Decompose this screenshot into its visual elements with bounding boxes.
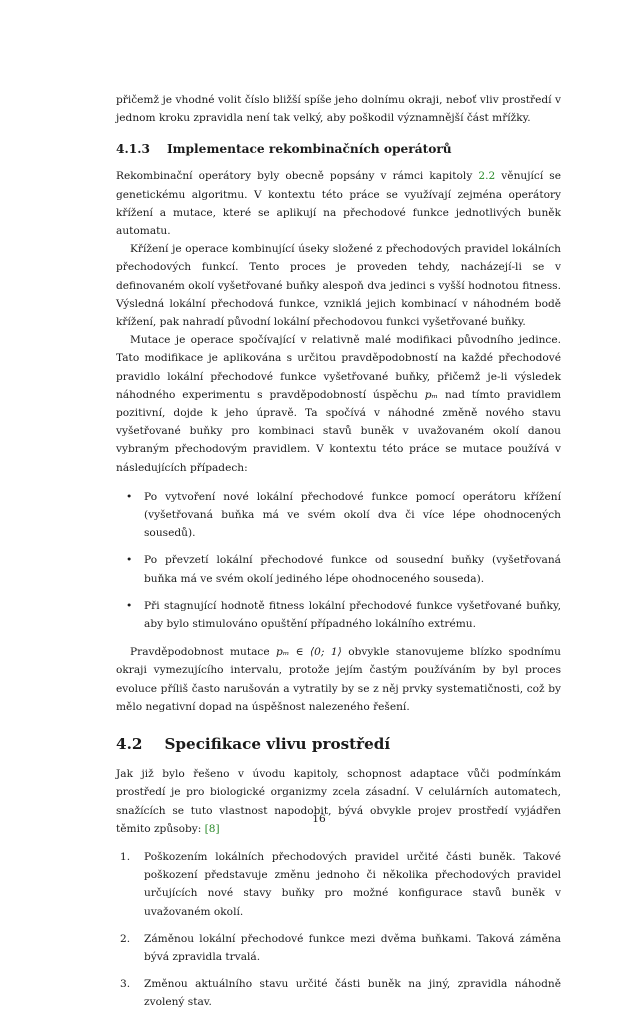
mutation-probability-paragraph [116, 643, 561, 716]
list-number: 3. [120, 978, 131, 991]
section-heading [116, 734, 561, 754]
mutation-text-start: Mutace je operace spočívající v relativně malé modifikaci původního jedince. Tato modifikace je aplikována s určitou pravděpodobností na každé přechodové pravidlo lokální přechodové funkce vyšetřované buňky, přičemž je-li výsledek náhodného experimentu s pravděpodobností úspěchu [116, 334, 561, 401]
mutation-cases-list [116, 488, 561, 633]
bullet-icon: • [126, 599, 133, 612]
chapter-reference-link[interactable]: 2.2 [478, 170, 496, 183]
environment-paragraph [116, 765, 561, 838]
probability-text-start: Pravděpodobnost mutace [130, 646, 277, 659]
mutation-text-end: nad tímto pravidlem pozitivní, dojde k jeho úpravě. Ta spočívá v náhodné změně nového stavu vyšetřované buňky pro kombinaci stavů buněk v uvažovaném okolí danou vybraným přechodovým pravidlem. V kontextu této práce se mutace používá v následujících případech: [116, 388, 561, 474]
probability-interval-symbol: pₘ ∈ ⟨0; 1⟩ [276, 646, 342, 659]
subsection-number: 4.1.3 [116, 142, 150, 157]
environment-effects-list [116, 848, 561, 1012]
list-item [116, 975, 561, 1011]
subsection-title: Implementace rekombinačních operátorů [166, 142, 452, 157]
list-item [116, 930, 561, 966]
intro-paragraph: přičemž je vhodné volit číslo bližší spíše jeho dolnímu okraji, neboť vliv prostředí v jednom kroku zpravidla není tak velký, aby poškodil významnější část mřížky. [116, 94, 561, 125]
list-item-text: Při stagnující hodnotě fitness lokální přechodové funkce vyšetřované buňky, aby bylo stimulováno opuštění případného lokálního extrému. [144, 599, 561, 631]
list-item-text: Záměnou lokální přechodové funkce mezi dvěma buňkami. Taková záměna bývá zpravidla trvalá. [144, 932, 561, 963]
page-number: 16 [312, 813, 326, 825]
recombination-text-start: Rekombinační operátory byly obecně popsány v rámci kapitoly [116, 170, 479, 183]
text-column [116, 91, 561, 1021]
recombination-paragraph [116, 167, 561, 240]
list-item-text: Poškozením lokálních přechodových pravidel určité části buněk. Takové poškození představuje změnu jednoho či několika přechodových pravidel určujících nové stavy buňky pro možné konfigurace stavů buněk v uvažovaném okolí. [144, 850, 561, 918]
bullet-icon: • [126, 490, 133, 503]
list-item [116, 551, 561, 587]
list-item [116, 848, 561, 921]
mutation-paragraph [116, 331, 561, 477]
recombination-text-end: věnující se genetickému algoritmu. V kontextu této práce se využívají zejména operátory křížení a mutace, které se aplikují na přechodové funkce jednotlivých buněk automatu. [116, 170, 561, 238]
probability-text-end: obvykle stanovujeme blízko spodnímu okraji vymezujícího intervalu, protože jejím častým používáním by byl proces evoluce příliš často narušován a vytratily by se z něj prvky systematičnosti, což by mělo negativní dopad na úspěšnost nalezeného řešení. [116, 646, 561, 713]
list-number: 1. [120, 850, 131, 863]
crossover-paragraph: Křížení je operace kombinující úseky složené z přechodových pravidel lokálních přechodových funkcí. Tento proces je proveden tehdy, nacházejí-li se v definovaném okolí vyšetřované buňky alespoň dva jedinci s vyšší hodnotou fitness. Výsledná lokální přechodová funkce, vzniklá jejich kombinací v náhodném bodě křížení, pak nahradí původní lokální přechodovou funkci vyšetřované buňky. [116, 243, 561, 329]
environment-text: Jak již bylo řešeno v úvodu kapitoly, schopnost adaptace vůči podmínkám prostředí je pro biologické organizmy zcela zásadní. V celulárních automatech, snažících se tuto vlastnost napodobit, bývá obvykle projev prostředí vyjádřen těmito způsoby: [116, 768, 561, 835]
list-item [116, 488, 561, 543]
list-item [116, 597, 561, 633]
list-item-text: Změnou aktuálního stavu určité části buněk na jiný, zpravidla náhodně zvolený stav. [144, 978, 561, 1009]
list-item-text: Po převzetí lokální přechodové funkce od sousední buňky (vyšetřovaná buňka má ve svém okolí jediného lépe ohodnoceného souseda). [144, 554, 561, 585]
subsection-heading [116, 141, 561, 157]
section-title: Specifikace vlivu prostředí [164, 735, 391, 754]
list-number: 2. [120, 932, 131, 945]
list-item-text: Po vytvoření nové lokální přechodové funkce pomocí operátoru křížení (vyšetřovaná buňka má ve svém okolí dva či více lépe ohodnocených sousedů). [144, 490, 561, 540]
section-number: 4.2 [116, 735, 143, 754]
mutation-probability-symbol: pₘ [424, 388, 439, 401]
bullet-icon: • [126, 554, 133, 567]
citation-link[interactable]: [8] [204, 822, 220, 835]
